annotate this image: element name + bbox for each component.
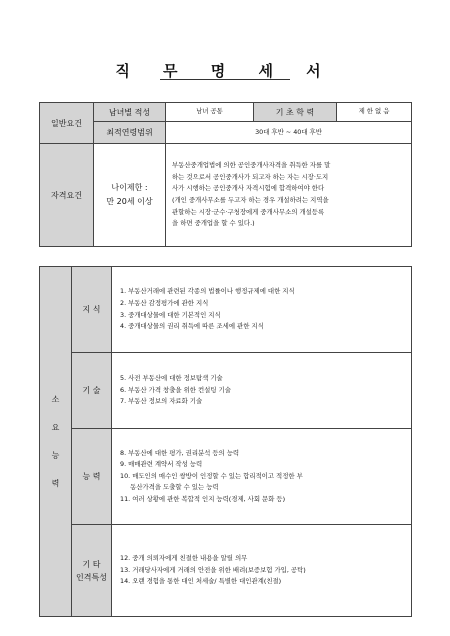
qualification-line: 하는 것으로서 공인중개사가 되고자 하는 자는 시장·도지 <box>172 172 329 181</box>
gender-aptitude-label: 남녀별 적성 <box>94 103 166 122</box>
other-traits-cell <box>72 525 112 617</box>
list-item: 13. 거래당사자에게 거래의 안전을 위한 배려(보증보험 가입, 공탁) <box>120 565 306 574</box>
basic-education-label: 기 초 학 력 <box>254 103 337 122</box>
capability-label: 능 력 <box>72 429 112 525</box>
qualification-line: 사가 시행하는 공인중개사 자격시험에 합격하여야 한다 <box>172 184 325 193</box>
list-item: 8. 부동산에 대한 평가, 권리분석 등의 능력 <box>120 448 240 457</box>
skill-label: 기 술 <box>72 353 112 429</box>
optimal-age-label: 최적연령범위 <box>94 122 166 144</box>
list-item: 10. 매도인의 매수인 쌍방이 인정할 수 있는 합리적이고 적정한 부 <box>120 471 303 480</box>
gender-aptitude-value: 남녀 공통 <box>166 103 254 122</box>
list-item: 11. 여러 상황에 관한 복합적 인지 능력(경제, 사회 문화 등) <box>120 494 286 503</box>
qualification-line: (개인 중개사무소를 두고자 하는 경우 개설하려는 지역을 <box>172 196 329 204</box>
list-item: 14. 오랜 경험을 통한 대인 처세술/ 특별한 대인관계(친절) <box>120 577 282 586</box>
qualification-line: 부동산중개업법에 의한 공인중개사자격을 취득한 자를 말 <box>172 161 331 170</box>
general-requirements-label: 일반요건 <box>40 103 94 144</box>
capability-list <box>112 429 412 525</box>
list-item: 4. 중개대상물의 권리 취득에 따른 조세에 관한 지식 <box>120 322 264 331</box>
required-abilities-label <box>40 267 72 617</box>
list-item: 7. 부동산 정보의 자료화 기술 <box>120 397 203 406</box>
list-item: 9. 매매관련 계약서 작성 능력 <box>120 460 203 469</box>
abilities-char: 요 <box>51 422 60 432</box>
skill-list <box>112 353 412 429</box>
age-limit-cell <box>94 144 166 247</box>
list-item: 3. 중개대상물에 대한 기본적인 지식 <box>120 310 221 319</box>
other-label: 기 타 <box>82 559 101 569</box>
other-traits-list <box>112 525 412 617</box>
basic-education-value: 제 한 없 음 <box>337 103 412 122</box>
abilities-char: 력 <box>51 478 60 488</box>
abilities-char: 능 <box>51 450 60 460</box>
list-item: 12. 중개 의뢰자에게 친절한 내용을 알릴 의무 <box>120 554 248 563</box>
age-limit-value: 만 20세 이상 <box>106 197 153 206</box>
abilities-table <box>39 266 412 617</box>
list-item: 5. 사전 부동산에 대한 정보탐색 기술 <box>120 374 223 383</box>
qualification-line: 을 하면 중개업을 할 수 있다.) <box>172 219 255 228</box>
list-item: 1. 부동산거래에 관련된 각종의 법률이나 행정규제에 대한 지식 <box>120 287 295 296</box>
list-item: 6. 부동산 가격 창출을 위한 컨설팅 기술 <box>120 385 231 394</box>
qualification-requirements-label: 자격요건 <box>40 144 94 247</box>
optimal-age-value: 30대 후반 ~ 40대 후반 <box>166 122 412 144</box>
qualification-text <box>166 144 412 247</box>
knowledge-label: 지 식 <box>72 267 112 353</box>
knowledge-list <box>112 267 412 353</box>
document-title: 직 무 명 세 서 <box>115 62 335 80</box>
list-item: 동산가격을 도출할 수 있는 능력 <box>120 483 219 492</box>
age-limit-label: 나이제한 : <box>111 183 148 192</box>
personality-traits-label: 인격특성 <box>76 572 107 582</box>
abilities-char: 소 <box>51 394 60 404</box>
qualification-line: 관할하는 시장·군수·구청장에게 중개사무소의 개설등록 <box>172 207 325 216</box>
requirements-table <box>39 102 412 247</box>
title-underline <box>160 79 290 80</box>
list-item: 2. 부동산 감정평가에 관한 지식 <box>120 298 209 307</box>
